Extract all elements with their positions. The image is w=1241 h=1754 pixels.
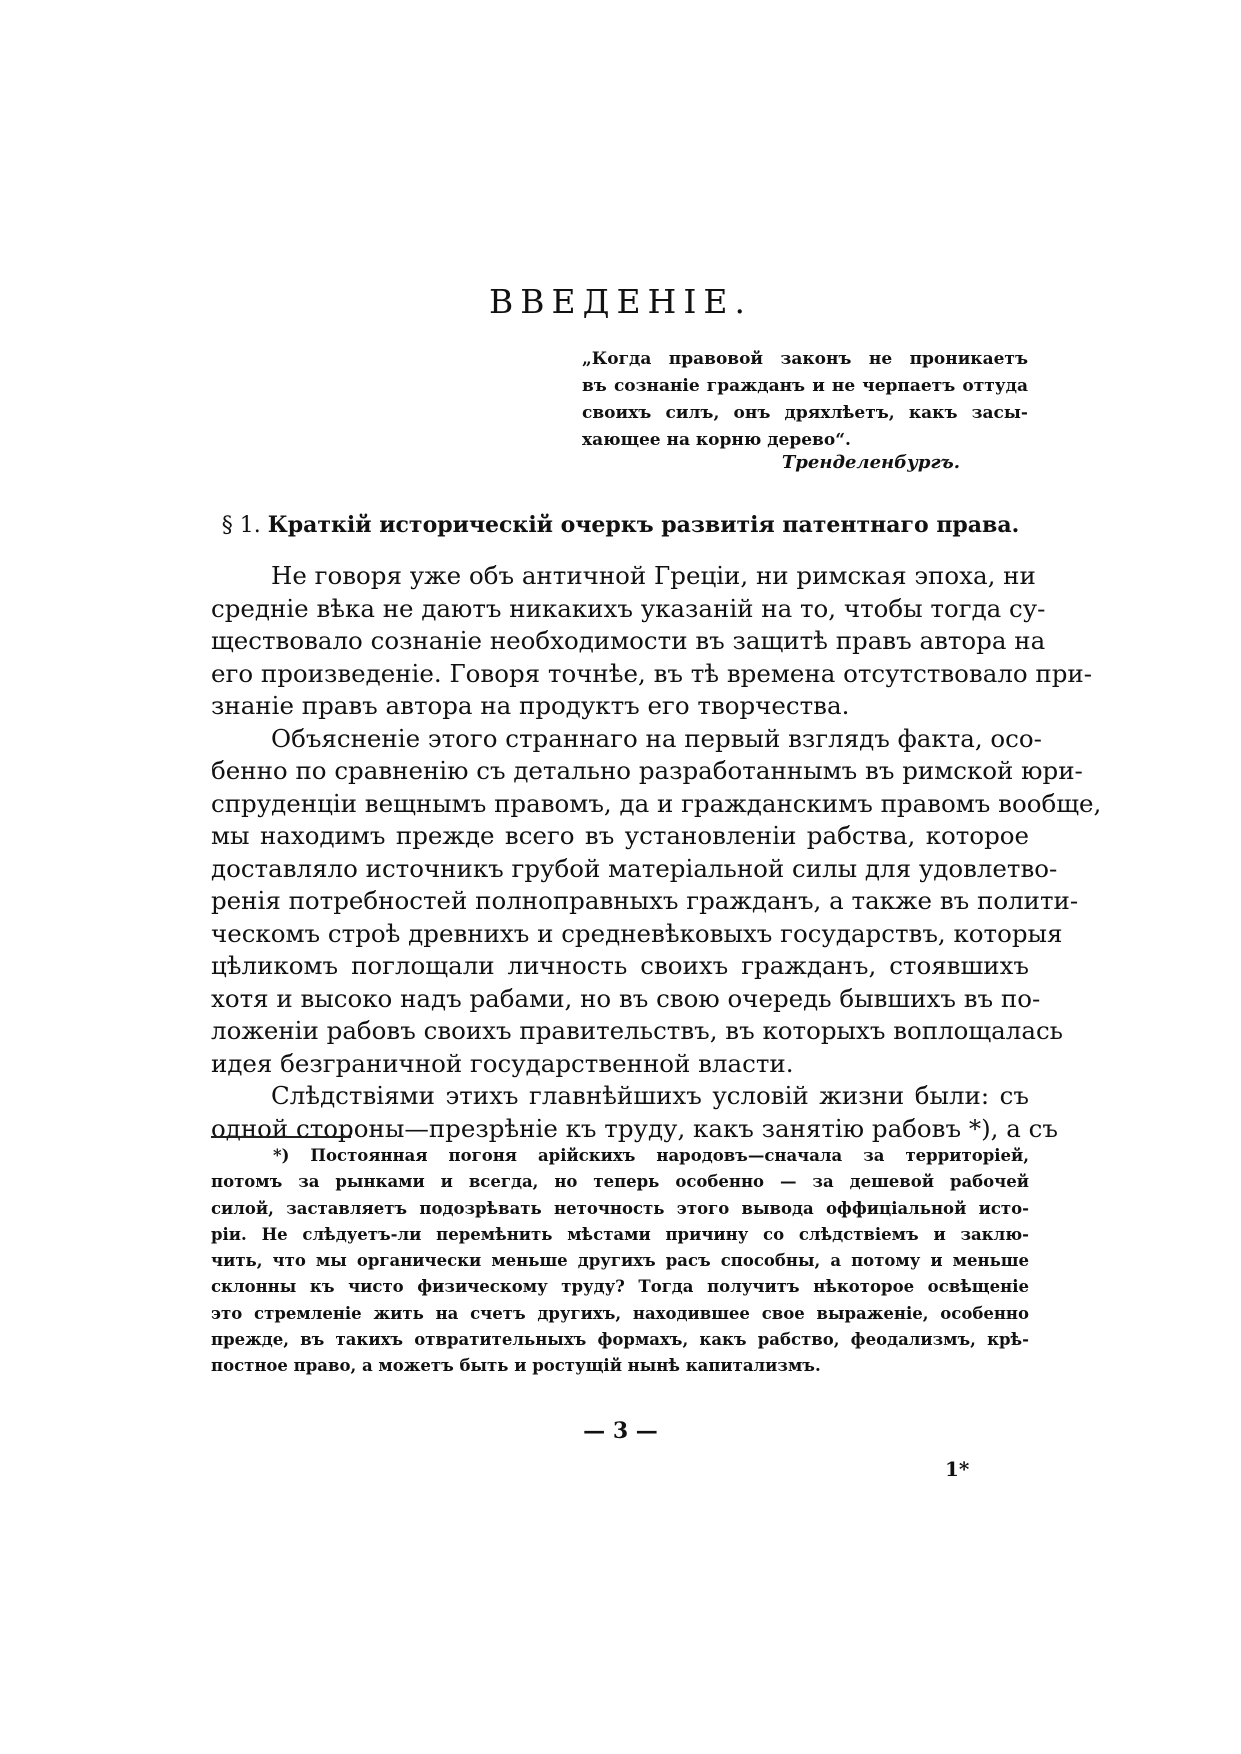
- body-line: его произведенiе. Говоря точнѣе, въ тѣ времена отсутствовало при-: [211, 658, 1093, 688]
- body-line: доставляло источникъ грубой матерiальной силы для удовлетво-: [211, 853, 1058, 883]
- body-line: ренiя потребностей полноправныхъ гражданъ, а также въ полити-: [211, 886, 1079, 915]
- body-line: бенно по сравненiю съ детально разработаннымъ въ римской юри-: [211, 756, 1083, 785]
- body-line: Объясненiе этого страннаго на первый взглядъ факта, осо-: [271, 723, 1042, 753]
- body-line: ществовало сознанiе необходимости въ защитѣ правъ автора на: [211, 626, 1046, 655]
- page-number: — 3 —: [583, 1418, 658, 1444]
- section-title: Краткiй историческiй очеркъ развитiя патентнаго права.: [267, 512, 1020, 538]
- epigraph-author: Тренделенбургъ.: [781, 452, 960, 473]
- section-heading: [0, 512, 1241, 538]
- body-line: спруденцiи вещнымъ правомъ, да и гражданскимъ правомъ вообще,: [211, 788, 1102, 818]
- epigraph: [582, 346, 1028, 454]
- body-line: идея безграничной государственной власти.: [211, 1048, 794, 1078]
- signature-mark: 1*: [945, 1457, 970, 1481]
- body-line: ческомъ строѣ древнихъ и средневѣковыхъ государствъ, которыя: [211, 918, 1063, 948]
- footnote-line: рiи. Не слѣдуетъ-ли перемѣнить мѣстами причину со слѣдствiемъ и заклю-: [211, 1224, 1029, 1244]
- body-line: ложенiи рабовъ своихъ правительствъ, въ которыхъ воплощалась: [211, 1016, 1064, 1045]
- body-line: цѣликомъ поглощали личность своихъ гражданъ, стоявшихъ: [211, 951, 1029, 980]
- footnote-line: силой, заставляетъ подозрѣвать неточность этого вывода оффицiальной исто-: [211, 1198, 1029, 1218]
- footnote-line: потомъ за рынками и всегда, но теперь особенно — за дешевой рабочей: [211, 1172, 1029, 1192]
- chapter-title: ВВЕДЕНIЕ.: [489, 282, 752, 321]
- section-number: § 1.: [221, 513, 261, 538]
- body-line: знанiе правъ автора на продуктъ его творчества.: [211, 691, 850, 720]
- epigraph-line: „Когда правовой законъ не проникаетъ: [582, 349, 1028, 369]
- body-line: среднiе вѣка не даютъ никакихъ указанiй на то, чтобы тогда су-: [211, 593, 1046, 623]
- footnote-line: склонны къ чисто физическому труду? Тогда получитъ нѣкоторое освѣщенiе: [211, 1277, 1029, 1297]
- footnote-line: постное право, а можетъ быть и ростущiй нынѣ капитализмъ.: [211, 1356, 821, 1376]
- footnote-line: чить, что мы органически меньше другихъ расъ способны, а потому и меньше: [211, 1251, 1029, 1271]
- body-line: Слѣдствiями этихъ главнѣйшихъ условiй жизни были: съ: [271, 1081, 1029, 1110]
- footnote-line: *) Постоянная погоня арiйскихъ народовъ—сначала за территорiей,: [273, 1146, 1029, 1165]
- epigraph-line: своихъ силъ, онъ дряхлѣетъ, какъ засы-: [582, 403, 1028, 423]
- body-line: мы находимъ прежде всего въ установленiи рабства, которое: [211, 821, 1029, 850]
- body-line: хотя и высоко надъ рабами, но въ свою очередь бывшихъ въ по-: [211, 983, 1041, 1013]
- footnote: [211, 1143, 1029, 1380]
- epigraph-line: въ сознанiе гражданъ и не черпаетъ оттуда: [582, 376, 1028, 396]
- footnote-line: это стремленiе жить на счетъ другихъ, находившее свое выраженiе, особенно: [211, 1303, 1029, 1323]
- body-line: Не говоря уже объ античной Грецiи, ни римская эпоха, ни: [271, 561, 1036, 590]
- footnote-line: прежде, въ такихъ отвратительныхъ формахъ, какъ рабство, феодализмъ, крѣ-: [211, 1330, 1029, 1350]
- epigraph-line: хающее на корню дерево“.: [582, 430, 851, 450]
- footnote-divider: [211, 1136, 351, 1138]
- body-text: [211, 560, 1102, 1145]
- body-line: одной стороны—презрѣнiе къ труду, какъ занятiю рабовъ *), а съ: [211, 1113, 1058, 1143]
